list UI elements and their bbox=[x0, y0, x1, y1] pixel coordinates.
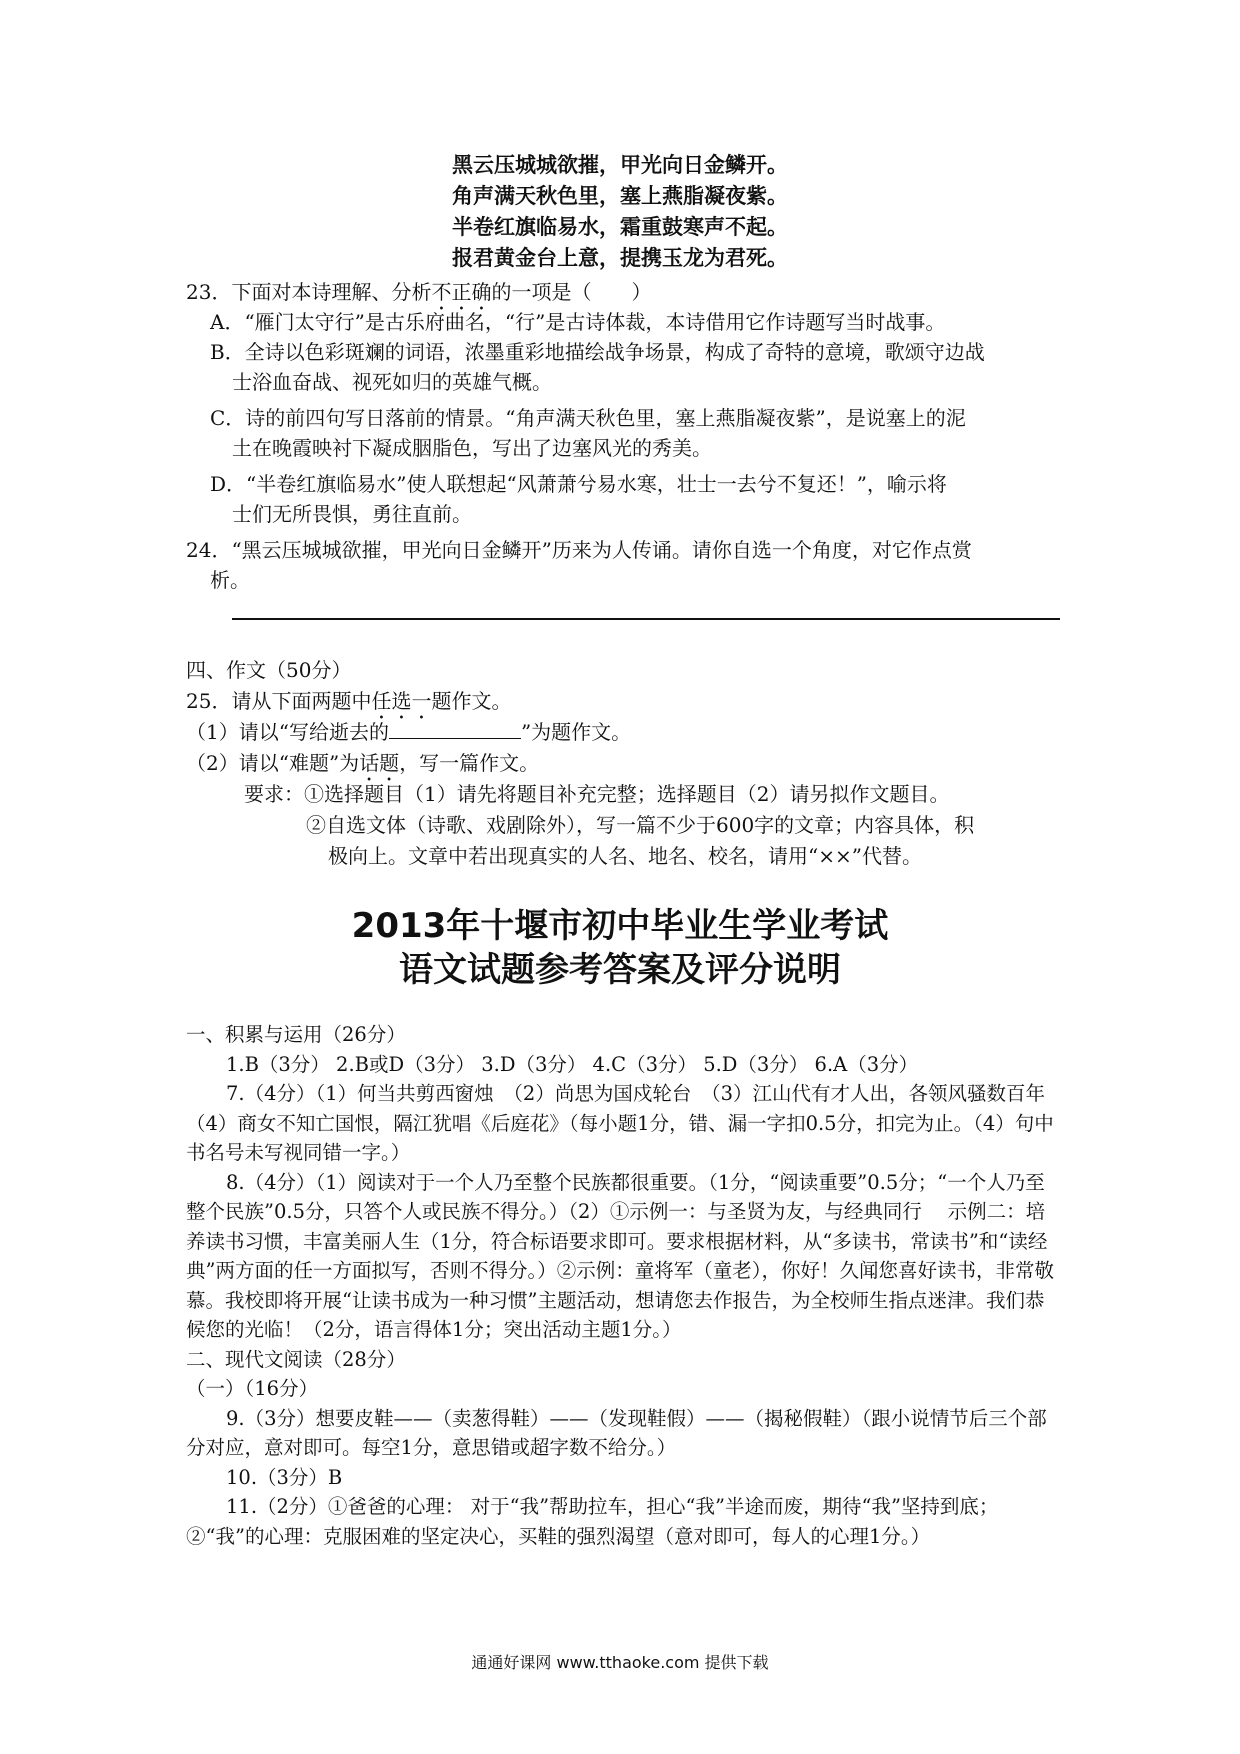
section-2-heading: 二、现代文阅读（28分） bbox=[186, 1347, 406, 1371]
q23-option-d-cont: 士们无所畏惧，勇往直前。 bbox=[232, 502, 472, 526]
answer-line bbox=[232, 618, 1060, 620]
q25-text: 25．请从下面两题中 bbox=[186, 689, 372, 713]
q23-text: 23．下面对本诗理解、分析 bbox=[186, 280, 432, 304]
essay-heading: 四、作文（50分） bbox=[186, 658, 352, 682]
question-24-cont: 析。 bbox=[210, 568, 250, 592]
q23-emphasis: 不正确 bbox=[431, 280, 492, 304]
answer-1-6: 1.B（3分） 2.B或D（3分） 3.D（3分） 4.C（3分） 5.D（3分） 6.A（3分） bbox=[226, 1052, 919, 1076]
essay-requirement-3: 极向上。文章中若出现真实的人名、地名、校名，请用“××”代替。 bbox=[328, 844, 922, 868]
question-24: 24．“黑云压城城欲摧，甲光向日金鳞开”历来为人传诵。请你自选一个角度，对它作点赏 bbox=[186, 538, 972, 562]
opt1-text: （1）请以“写给逝去的 bbox=[186, 720, 389, 744]
footer-watermark: 通通好课网 www.tthaoke.com 提供下载 bbox=[471, 1653, 769, 1672]
section-1-heading: 一、积累与运用（26分） bbox=[186, 1023, 406, 1046]
q23-option-a: A．“雁门太守行”是古乐府曲名，“行”是古诗体裁，本诗借用它作诗题写当时战事。 bbox=[210, 310, 946, 334]
answer-key-subtitle: 语文试题参考答案及评分说明 bbox=[399, 950, 841, 990]
opt2-text-after: ，写一篇作文。 bbox=[399, 751, 540, 775]
answer-key-title: 2013年十堰市初中毕业生学业考试 bbox=[351, 906, 889, 946]
q23-text-after: 的一项是（ ） bbox=[491, 280, 652, 304]
opt2-text: （2）请以“难题”为 bbox=[186, 751, 360, 775]
answer-8: 8.（4分）（1）阅读对于一个人乃至整个民族都很重要。（1分，“阅读重要”0.5分；“一个人乃至整个民族”0.5分，只答个人或民族不得分。）（2）①示例一：与圣贤为友，与经典同行 示例二：培养读书习惯，丰富美丽人生（1分，符合标语要求即可。要求根据材料，从“多读书，常读书”和“读经典”两方面的任一方面拟写，否则不得分。）②示例：童将军（童老），你好！久闻您喜好读书，非常敬慕。我校即将开展“让读书成为一种习惯”主题活动，想请您去作报告，为全校师生指点迷津。我们恭候您的光临！（2分，语言得体1分；突出活动主题1分。） bbox=[186, 1170, 1054, 1341]
q23-option-d: D．“半卷红旗临易水”使人联想起“风萧萧兮易水寒，壮士一去兮不复还！”，喻示将 bbox=[210, 472, 947, 496]
q25-text-after: 题作文。 bbox=[431, 689, 512, 713]
answer-7: 7.（4分）（1）何当共剪西窗烛 （2）尚思为国戍轮台 （3）江山代有才人出，各领风骚数百年 （4）商女不知亡国恨，隔江犹唱《后庭花》（每小题1分，错、漏一字扣0.5分，扣完为止。（4）句中书名号未写视同错一字。） bbox=[186, 1082, 1065, 1164]
answer-key bbox=[186, 1020, 1065, 1551]
fill-in-blank bbox=[389, 718, 521, 739]
q23-option-c-cont: 土在晚霞映衬下凝成胭脂色，写出了边塞风光的秀美。 bbox=[232, 436, 712, 460]
q23-option-b: B．全诗以色彩斑斓的词语，浓墨重彩地描绘战争场景，构成了奇特的意境，歌颂守边战 bbox=[210, 340, 985, 364]
answer-10: 10.（3分）B bbox=[226, 1465, 343, 1489]
answer-9: 9.（3分）想要皮鞋——（卖葱得鞋）——（发现鞋假）——（揭秘假鞋）（跟小说情节后三个部分对应，意对即可。每空1分，意思错或超字数不给分。） bbox=[186, 1406, 1047, 1459]
poem-line: 角声满天秋色里，塞上燕脂凝夜紫。 bbox=[452, 184, 788, 208]
q23-option-b-cont: 士浴血奋战、视死如归的英雄气概。 bbox=[232, 370, 552, 394]
essay-requirement-1: 要求：①选择题目（1）请先将题目补充完整；选择题目（2）请另拟作文题目。 bbox=[244, 782, 950, 806]
poem-line: 黑云压城城欲摧，甲光向日金鳞开。 bbox=[452, 153, 788, 177]
essay-requirement-2: ②自选文体（诗歌、戏剧除外），写一篇不少于600字的文章；内容具体，积 bbox=[306, 813, 975, 837]
poem bbox=[0, 150, 1240, 274]
poem-line: 报君黄金台上意，提携玉龙为君死。 bbox=[452, 246, 788, 270]
answer-11: 11.（2分）①爸爸的心理： 对于“我”帮助拉车，担心“我”半途而废，期待“我”坚持到底；②“我”的心理：克服困难的坚定决心，买鞋的强烈渴望（意对即可，每人的心理1分。） bbox=[186, 1495, 999, 1548]
poem-line: 半卷红旗临易水，霜重鼓寒声不起。 bbox=[452, 215, 788, 239]
q25-emphasis: 任选一 bbox=[371, 689, 432, 713]
essay-option-1 bbox=[186, 717, 631, 747]
subsection-1-heading: （一）（16分） bbox=[186, 1377, 319, 1400]
opt2-emphasis: 话题 bbox=[359, 751, 400, 775]
q23-option-c: C．诗的前四句写日落前的情景。“角声满天秋色里，塞上燕脂凝夜紫”，是说塞上的泥 bbox=[210, 406, 966, 430]
opt1-text-after: ”为题作文。 bbox=[520, 720, 632, 744]
